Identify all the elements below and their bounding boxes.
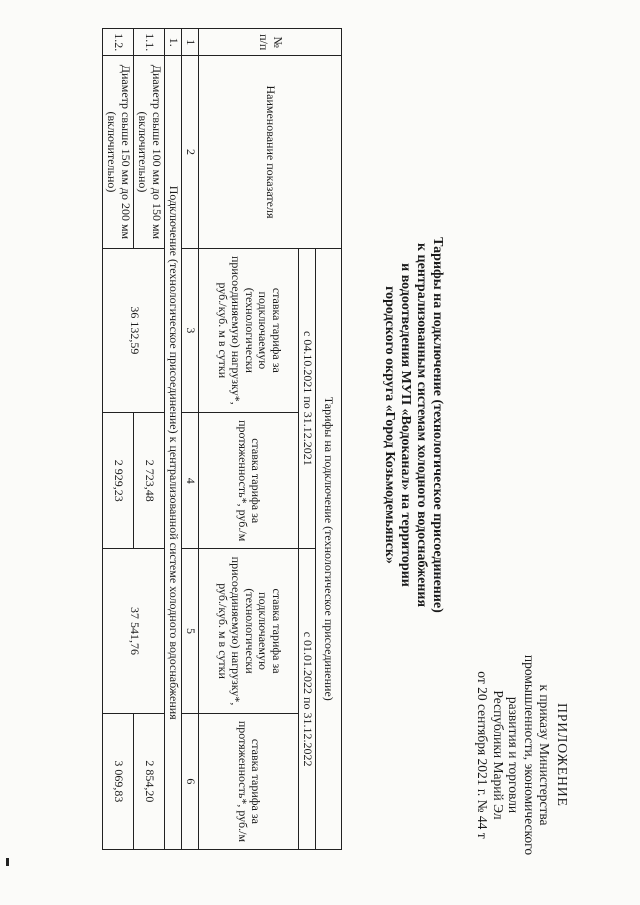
column-number: 1 [182, 29, 199, 56]
title-line: к централизованным системам холодного водоснабжения [414, 242, 429, 608]
section-label: Подключение (технологическое присоединение) к централизованной системе холодного водоснабжения [165, 56, 182, 850]
header-group: Тарифы на подключение (технологическое присоединение) [316, 248, 342, 849]
cell-p2-load: 37 541,76 [103, 549, 165, 714]
appendix-line: к приказу Министерства [537, 684, 553, 826]
column-number: 4 [182, 413, 199, 549]
section-num: 1. [165, 29, 182, 56]
header-name: Наименование показателя [199, 56, 342, 248]
header-period-2: с 01.01.2022 по 31.12.2022 [299, 549, 316, 850]
appendix-line: промышленности, экономического [522, 654, 537, 856]
appendix-block [475, 640, 570, 870]
row-name: Диаметр свыше 150 мм до 200 мм (включительно) [103, 56, 134, 248]
header-rate-load-p2: ставка тарифа за подключаемую (технологически присоединяемую) нагрузку*, руб./куб. м в сутки [199, 549, 299, 714]
document-title [381, 190, 445, 660]
column-number: 3 [182, 248, 199, 413]
header-num: № п/п [199, 29, 342, 56]
cell-p2-length: 2 854,20 [134, 713, 165, 849]
header-rate-load-p1: ставка тарифа за подключаемую (технологически присоединяемую) нагрузку*, руб./куб. м в сутки [199, 248, 299, 413]
title-line: и водоотведения МУП «Водоканал» на территории [398, 263, 413, 587]
row-name: Диаметр свыше 100 мм до 150 мм (включительно) [134, 56, 165, 248]
tariff-table [103, 28, 343, 850]
column-number: 6 [182, 713, 199, 849]
appendix-title: ПРИЛОЖЕНИЕ [555, 703, 570, 807]
header-rate-length-p1: ставка тарифа за протяженность*, руб./м [199, 413, 299, 549]
row-num: 1.2. [103, 29, 134, 56]
header-period-1: с 04.10.2021 по 31.12.2021 [299, 248, 316, 549]
title-line: городского округа «Город Козьмодемьянск» [382, 286, 397, 564]
cell-p1-length: 2 723,48 [134, 413, 165, 549]
cell-p2-length: 3 069,83 [103, 713, 134, 849]
header-rate-length-p2: ставка тарифа за протяженность*, руб./м [199, 713, 299, 849]
row-num: 1.1. [134, 29, 165, 56]
cell-p1-load: 36 132,59 [103, 248, 165, 413]
appendix-line: от 20 сентября 2021 г. № 44 т [475, 671, 491, 839]
appendix-line: Республики Марий Эл [491, 690, 506, 820]
cell-p1-length: 2 929,23 [103, 413, 134, 549]
column-number: 5 [182, 549, 199, 714]
scan-edge-mark [6, 858, 9, 866]
column-number: 2 [182, 56, 199, 248]
appendix-line: развития и торговли [506, 696, 522, 814]
title-line: Тарифы на подключение (технологическое присоединение) [430, 237, 445, 613]
